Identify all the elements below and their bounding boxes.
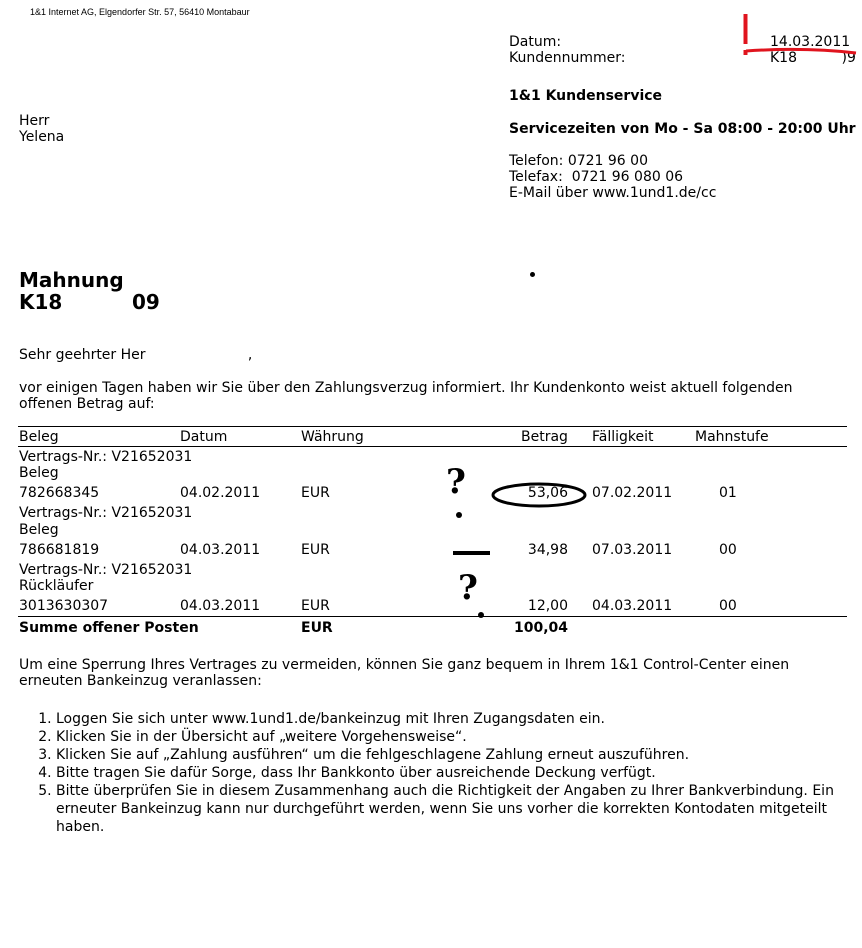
header-betrag: Betrag: [521, 429, 568, 445]
table-cell-date: 04.03.2011: [180, 598, 261, 614]
title-customer-number: K18 09: [19, 290, 160, 314]
stray-dot: [530, 272, 535, 277]
header-beleg: Beleg: [19, 429, 59, 445]
table-cell-due: 07.03.2011: [592, 542, 673, 558]
table-row-type: Beleg: [19, 465, 59, 481]
table-cell-currency: EUR: [301, 542, 330, 558]
date-value: 14.03.2011: [770, 34, 851, 50]
total-label: Summe offener Posten: [19, 620, 199, 636]
recipient-salutation: Herr: [19, 113, 50, 129]
question-mark-annotation: ?: [458, 568, 478, 608]
question-mark-dot: [478, 612, 484, 618]
table-cell-currency: EUR: [301, 598, 330, 614]
service-hours: Servicezeiten von Mo - Sa 08:00 - 20:00 Uhr: [509, 121, 856, 137]
service-phone: Telefon: 0721 96 00: [509, 153, 648, 169]
table-cell-currency: EUR: [301, 485, 330, 501]
table-cell-date: 04.02.2011: [180, 485, 261, 501]
instruction-steps: [19, 710, 846, 836]
circle-annotation: [490, 480, 588, 510]
table-total-rule: [18, 616, 847, 617]
header-datum: Datum: [180, 429, 228, 445]
table-cell-number: 3013630307: [19, 598, 109, 614]
total-currency: EUR: [301, 620, 333, 636]
customer-number-label: Kundennummer:: [509, 50, 626, 66]
letter-title: [19, 269, 160, 313]
table-cell-level: 00: [719, 598, 737, 614]
table-cell-level: 00: [719, 542, 737, 558]
table-row-contract: Vertrags-Nr.: V21652031: [19, 505, 193, 521]
table-cell-date: 04.03.2011: [180, 542, 261, 558]
question-mark-dot: [456, 512, 462, 518]
table-top-rule: [18, 426, 847, 427]
header-mahnstufe: Mahnstufe: [695, 429, 769, 445]
title-mahnung: Mahnung: [19, 268, 124, 292]
table-cell-number: 786681819: [19, 542, 100, 558]
service-name: 1&1 Kundenservice: [509, 88, 663, 104]
intro-paragraph: vor einigen Tagen haben wir Sie über den Zahlungsverzug informiert. Ihr Kundenkonto weist aktuell folgenden offenen Betrag auf:: [19, 380, 793, 412]
underline-annotation: [744, 44, 858, 58]
sender-address-line: 1&1 Internet AG, Elgendorfer Str. 57, 56410 Montabaur: [30, 7, 250, 17]
date-label: Datum:: [509, 34, 562, 50]
recipient-address: [19, 113, 64, 145]
header-waehrung: Währung: [301, 429, 364, 445]
table-cell-amount: 34,98: [527, 542, 568, 558]
header-faelligkeit: Fälligkeit: [592, 429, 654, 445]
table-row-contract: Vertrags-Nr.: V21652031: [19, 562, 193, 578]
table-cell-due: 07.02.2011: [592, 485, 673, 501]
customer-number-value: K18 )9: [770, 50, 856, 66]
instruction-step: 5. Bitte überprüfen Sie in diesem Zusammenhang auch die Richtigkeit der Angaben zu Ihrer Bankverbindung. Ein erneuter Bankeinzug kann nur durchgeführt werden, wenn Sie uns vorher die korrekten Kontodaten mitgeteilt haben.: [56, 782, 846, 836]
table-cell-amount: 53,06: [527, 485, 568, 501]
table-row-type: Beleg: [19, 522, 59, 538]
table-cell-level: 01: [719, 485, 737, 501]
service-email: E-Mail über www.1und1.de/cc: [509, 185, 717, 201]
table-cell-amount: 12,00: [527, 598, 568, 614]
dash-annotation: [452, 548, 492, 558]
instruction-step: 3. Klicken Sie auf „Zahlung ausführen“ um die fehlgeschlagene Zahlung erneut auszuführen.: [56, 746, 846, 764]
instruction-step: 2. Klicken Sie in der Übersicht auf „weitere Vorgehensweise“.: [56, 728, 846, 746]
instruction-step: 1. Loggen Sie sich unter www.1und1.de/bankeinzug mit Ihren Zugangsdaten ein.: [56, 710, 846, 728]
service-fax: Telefax: 0721 96 080 06: [509, 169, 684, 185]
table-cell-number: 782668345: [19, 485, 100, 501]
table-header-rule: [18, 446, 847, 447]
closing-paragraph: Um eine Sperrung Ihres Vertrages zu vermeiden, können Sie ganz bequem in Ihrem 1&1 Control-Center einen erneuten Bankeinzug veranlassen:: [19, 657, 790, 689]
table-row-type: Rückläufer: [19, 578, 94, 594]
instruction-step: 4. Bitte tragen Sie dafür Sorge, dass Ihr Bankkonto über ausreichende Deckung verfügt.: [56, 764, 846, 782]
table-cell-due: 04.03.2011: [592, 598, 673, 614]
table-row-contract: Vertrags-Nr.: V21652031: [19, 449, 193, 465]
greeting: Sehr geehrter Her ,: [19, 347, 253, 363]
total-amount: 100,04: [513, 620, 568, 636]
question-mark-annotation: ?: [446, 462, 466, 502]
recipient-name: Yelena: [19, 129, 65, 145]
